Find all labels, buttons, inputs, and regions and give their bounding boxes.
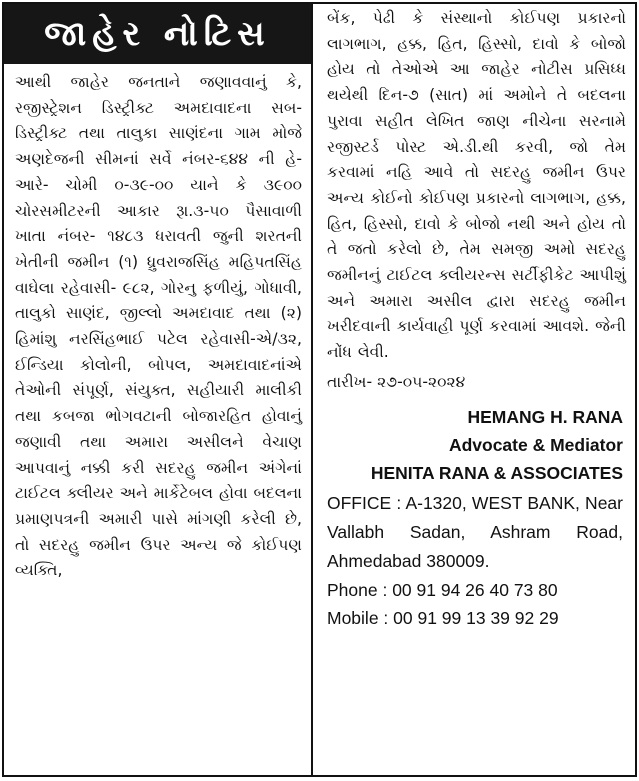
notice-left-column <box>4 4 313 775</box>
notice-right-column <box>313 4 635 775</box>
advocate-role: Advocate & Mediator <box>448 434 623 455</box>
notice-date: તારીખ- ૨૭-૦૫-૨૦૨૪ <box>327 372 466 391</box>
mobile-number: Mobile : 00 91 99 13 39 92 29 <box>327 607 559 628</box>
notice-title: જાહેર નોટિસ <box>4 4 311 64</box>
notice-body-part-1: આથી જાહેર જનતાને જણાવવાનું કે, રજીસ્ટ્રેશન ડિસ્ટ્રીક્ટ અમદાવાદના સબ- ડિસ્ટ્રીક્ટ તથા તાલુકા સાણંદના ગામ મોજે અણદેજની સીમનાં સર્વે નંબર-૬૪૪ ની હે-આરે- ચોમી ૦-૩૯-૦૦ યાને કે ૩૯૦૦ ચોરસમીટરની આકાર રૂા.૩-૫૦ પૈસાવાળી ખાતા નંબર- ૧૪૮૩ ધરાવતી જુની શરતની ખેતીની જમીન (૧) ધ્રુવરાજસિંહ મહિપતસિંહ વાઘેલા રહેવાસી- ૯૮૨, ગોરનુ ફળીયું, ગોધાવી, તાલુકો સાણંદ, જીલ્લો અમદાવાદ તથા (૨) હિમાંશુ નરસિંહભાઈ પટેલ રહેવાસી-એ/૩૨, ઈન્ડિયા કોલોની, બોપલ, અમદાવાદનાંએ તેઓની સંપૂર્ણ, સંયુક્ત, સહીયારી માલીકી તથા કબજા ભોગવટાની બોજારહિત હોવાનું જણાવી તથા અમારા અસીલને વેચાણ આપવાનું નક્કી કરી સદરહુ જમીન અંગેનાં ટાઈટલ ક્લીયર અને માર્કેટેબલ હોવા બદલના પ્રમાણપત્રની અમારી પાસે માંગણી કરેલી છે, તો સદરહુ જમીન ઉપર અન્ય જે કોઈપણ વ્યક્તિ, <box>15 73 302 580</box>
office-address: OFFICE : A-1320, WEST BANK, Near Vallabh Sadan, Ashram Road, Ahmedabad 380009. <box>327 492 623 571</box>
advocate-name: HEMANG H. RANA <box>467 406 623 427</box>
firm-name: HENITA RANA & ASSOCIATES <box>370 462 623 483</box>
signature-block <box>313 403 635 487</box>
phone-number: Phone : 00 91 94 26 40 73 80 <box>327 579 558 600</box>
notice-body-part-2: બેંક, પેઢી કે સંસ્થાનો કોઈપણ પ્રકારનો લાગભાગ, હક્ક, હિત, હિસ્સો, દાવો કે બોજો હોય તો તેઓએ આ જાહેર નોટીસ પ્રસિધ્ધ થયેથી દિન-૭ (સાત) માં અમોને તે બદલના પુરાવા સહીત લેખિત જાણ નીચેના સરનામે રજીસ્ટર્ડ પોસ્ટ એ.ડી.થી કરવી, જો તેમ કરવામાં નહિ આવે તો સદરહુ જમીન ઉપર અન્ય કોઈનો કોઈપણ પ્રકારનો લાગભાગ, હક્ક, હિત, હિસ્સો, દાવો કે બોજો નથી અને હોય તો તે જતો કરેલો છે, તેમ સમજી અમો સદરહુ જમીનનું ટાઈટલ ક્લીયરન્સ સર્ટીફીકેટ આપીશું અને અમારા અસીલ દ્વારા સદરહુ જમીન ખરીદવાની કાર્યવાહી પૂર્ણ કરવામાં આવશે. જેની નોંધ લેવી. <box>327 9 626 362</box>
public-notice <box>2 2 637 777</box>
